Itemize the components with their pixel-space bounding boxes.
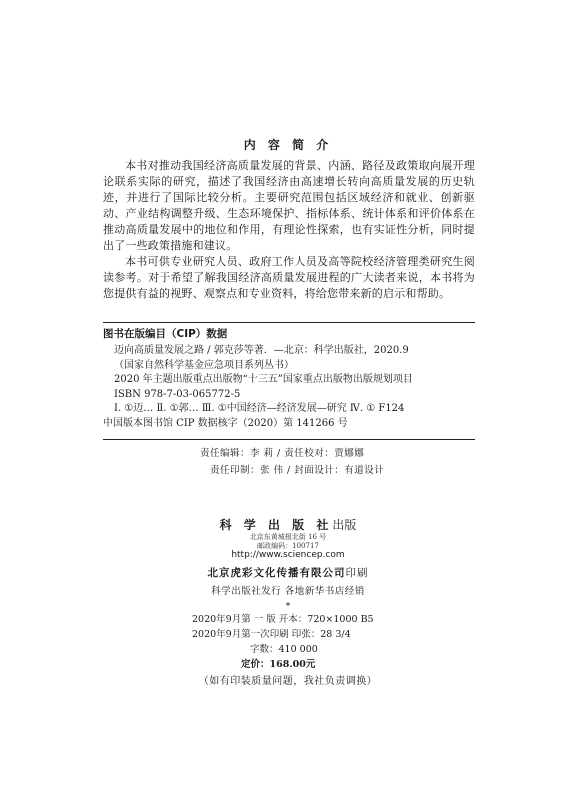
- distribution-line: 科学出版社发行 各地新华书店经销: [211, 586, 365, 597]
- synopsis-paragraph: 本书对推动我国经济高质量发展的背景、内涵、路径及政策取向展开理论联系实际的研究，描述了我国经济由高速增长转向高质量发展的历史轨迹，并进行了国际比较分析。主要研究范围包括区域经济和就业、创新驱动、产业结构调整升级、生态环境保护、指标体系、统计体系和评价体系在推动高质量发展中的地位和作用，有理论性探索，也有实证性分析，同时提出了一些政策措施和建议。: [103, 159, 475, 252]
- printing-line: 2020年9月第一次印刷 印张：28 3/4: [192, 629, 351, 640]
- publisher-line: [0, 516, 576, 533]
- publisher-postcode: 邮政编码：100717: [257, 542, 319, 550]
- cip-heading: 图书在版编目（CIP）数据: [103, 328, 228, 340]
- divider-bottom: [103, 439, 475, 440]
- credits: [200, 445, 460, 479]
- word-count: 字数：410 000: [250, 644, 318, 655]
- publisher-address: 北京东黄城根北街 16 号: [249, 533, 327, 541]
- edition-info: [192, 612, 374, 672]
- cip-line: （国家自然科学基金应急项目系列丛书）: [114, 359, 294, 371]
- printer-name: 北京虎彩文化传播有限公司: [207, 567, 346, 579]
- printer-line: [0, 565, 576, 580]
- cip-block: [103, 327, 475, 432]
- publisher-name: 科 学 出 版 社: [219, 518, 333, 532]
- cip-line: 迈向高质量发展之路 / 郭克莎等著．—北京：科学出版社，2020.9: [114, 345, 409, 356]
- cip-line: ISBN 978-7-03-065772-5: [114, 388, 241, 400]
- star-separator: *: [285, 602, 291, 612]
- cip-line: 2020 年主题出版重点出版物“十三五”国家重点出版物出版规划项目: [114, 374, 413, 386]
- printer-suffix: 印刷: [345, 567, 369, 579]
- cip-line: 中国版本图书馆 CIP 数据核字（2020）第 141266 号: [103, 417, 348, 429]
- cip-line: Ⅰ. ①迈… Ⅱ. ①郭… Ⅲ. ①中国经济—经济发展—研究 Ⅳ. ① F124: [114, 403, 405, 415]
- credits-production: 责任印制：张 伟 / 封面设计：有道设计: [210, 465, 385, 476]
- credits-editors: 责任编辑：李 莉 / 责任校对：贾娜娜: [200, 448, 365, 459]
- divider-top: [103, 322, 475, 323]
- edition-line: 2020年9月第 一 版 开本：720×1000 B5: [192, 614, 374, 625]
- publisher-url: http://www.sciencep.com: [231, 550, 345, 560]
- quality-notice: （如有印装质量问题，我社负责调换）: [198, 676, 378, 687]
- page-title: 内 容 简 介: [243, 138, 333, 152]
- synopsis-paragraph: 本书可供专业研究人员、政府工作人员及高等院校经济管理类研究生阅读参考。对于希望了解我国经济高质量发展进程的广大读者来说，本书将为您提供有益的视野、观察点和专业资料，将给您带来新的启示和帮助。: [103, 255, 475, 300]
- synopsis: [103, 158, 475, 302]
- price: 定价：168.00元: [241, 659, 316, 670]
- publisher-suffix: 出版: [332, 518, 357, 532]
